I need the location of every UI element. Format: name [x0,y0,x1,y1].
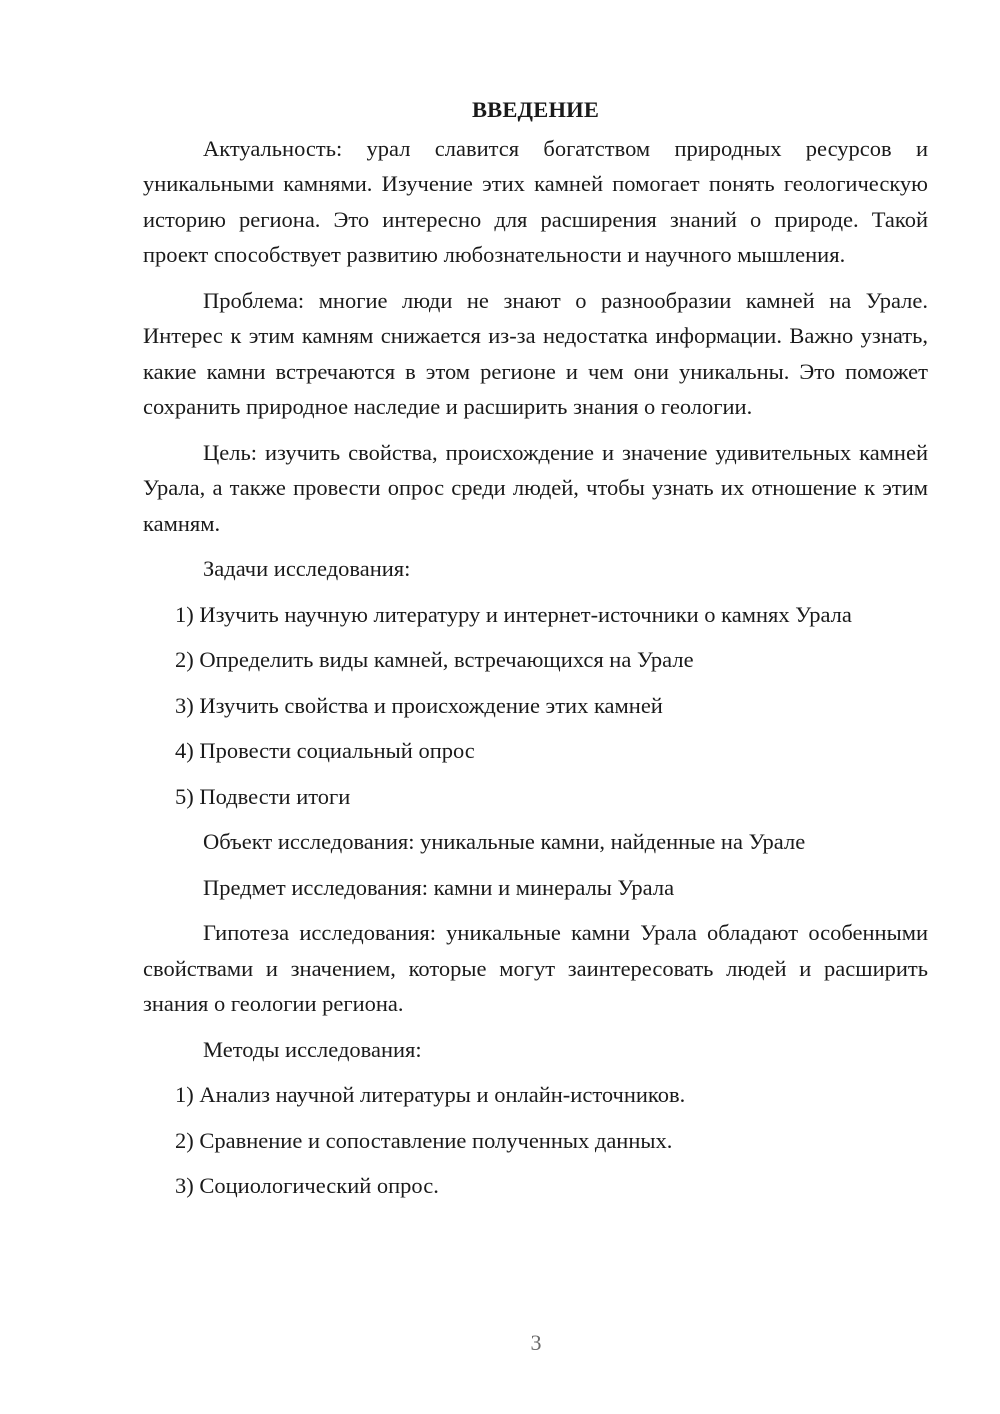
method-item: 2) Сравнение и сопоставление полученных данных. [175,1127,673,1153]
document-page [143,92,928,1214]
task-item: 1) Изучить научную литературу и интернет-источники о камнях Урала [175,601,852,627]
goal-paragraph: Цель: изучить свойства, происхождение и значение удивительных камней Урала, а также провести опрос среди людей, чтобы узнать их отношение к этим камням. [143,439,928,536]
research-object: Объект исследования: уникальные камни, найденные на Урале [203,829,806,854]
hypothesis-paragraph: Гипотеза исследования: уникальные камни Урала обладают особенными свойствами и значением, которые могут заинтересовать людей и расширить знания о геологии региона. [143,920,928,1016]
page-number: 3 [530,1330,542,1355]
tasks-list [143,597,928,815]
research-subject: Предмет исследования: камни и минералы Урала [203,874,675,900]
task-item: 3) Изучить свойства и происхождение этих камней [175,692,663,718]
relevance-paragraph: Актуальность: урал славится богатством природных ресурсов и уникальными камнями. Изучение этих камней помогает понять геологическую историю региона. Это интересно для расширения знаний о природе. Такой проект способствует развитию любознательности и научного мышления. [143,135,928,267]
method-item: 3) Социологический опрос. [175,1173,439,1198]
methods-list [143,1077,928,1204]
task-item: 4) Провести социальный опрос [175,738,475,763]
task-item: 5) Подвести итоги [175,783,351,809]
method-item: 1) Анализ научной литературы и онлайн-источников. [175,1082,686,1107]
tasks-heading: Задачи исследования: [203,556,411,581]
methods-heading: Методы исследования: [203,1036,422,1062]
problem-paragraph: Проблема: многие люди не знают о разнообразии камней на Урале. Интерес к этим камням снижается из-за недостатка информации. Важно узнать, какие камни встречаются в этом регионе и чем они уникальны. Это поможет сохранить природное наследие и расширить знания о геологии. [143,287,928,419]
section-title: ВВЕДЕНИЕ [471,97,600,122]
task-item: 2) Определить виды камней, встречающихся на Урале [175,647,694,672]
